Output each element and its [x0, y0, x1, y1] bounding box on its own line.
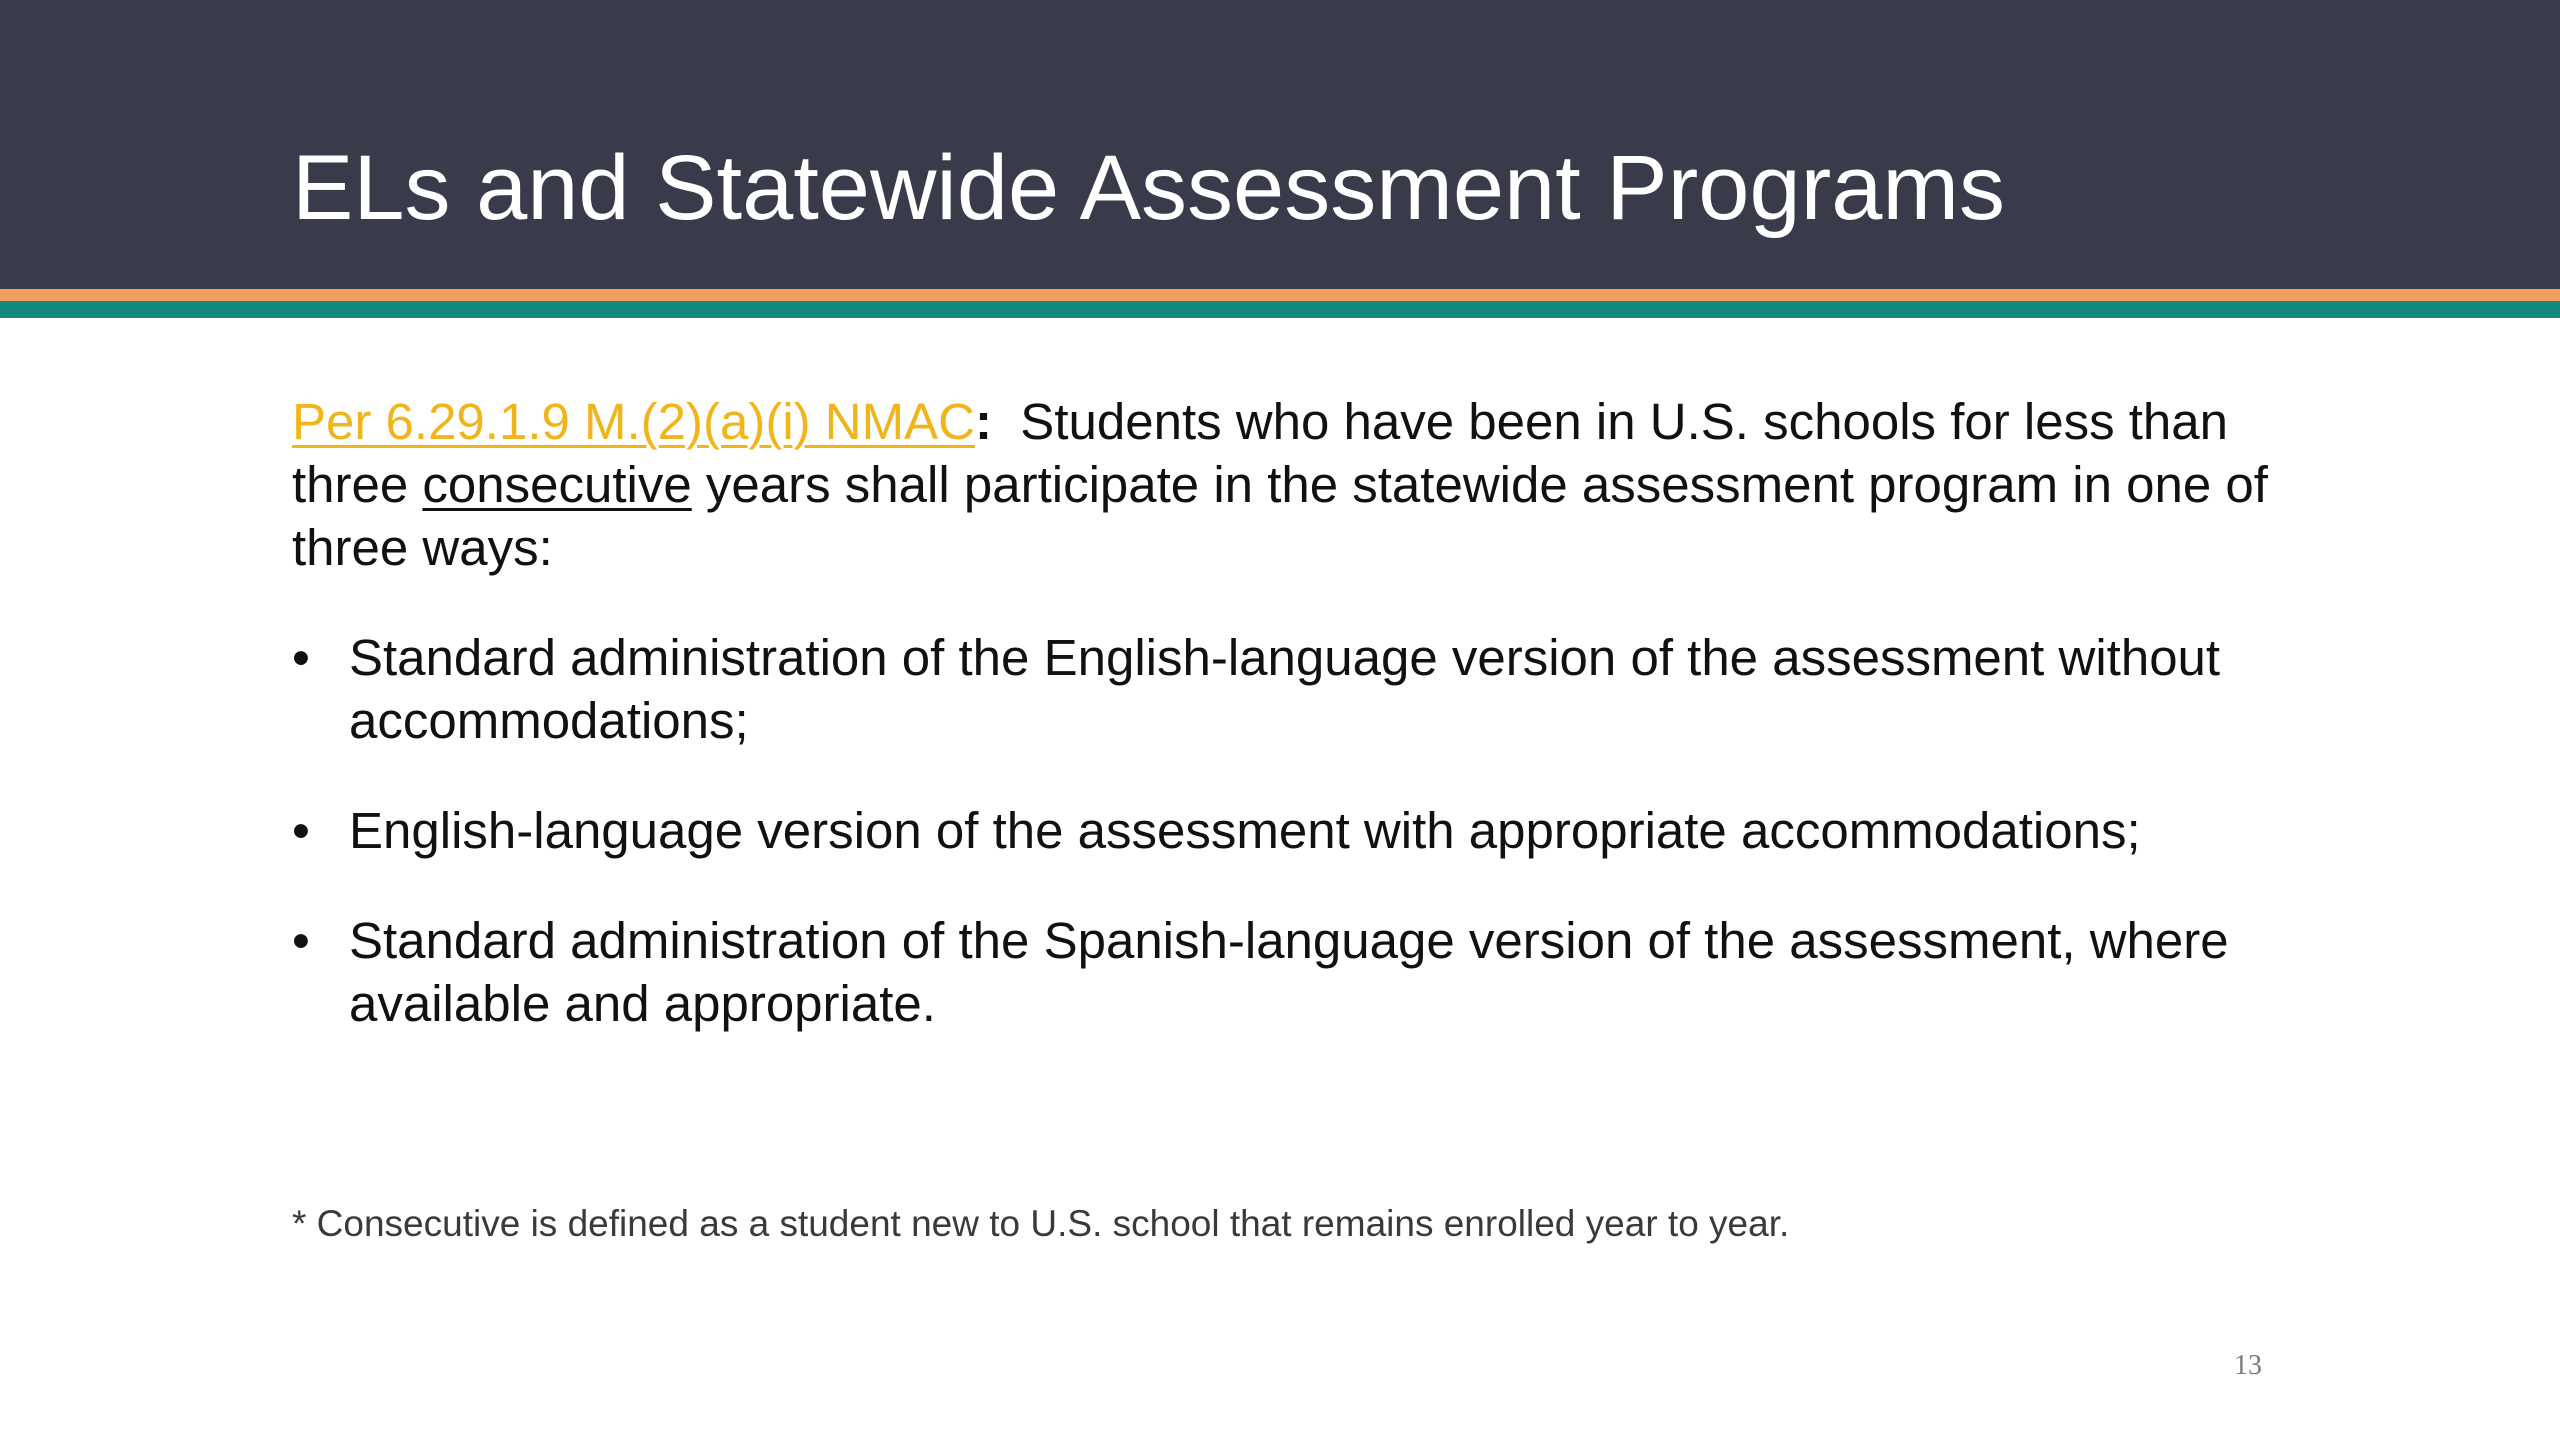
citation-colon: : [974, 393, 992, 450]
consecutive-underlined-word: consecutive [422, 456, 692, 513]
title-bar [0, 0, 2560, 289]
list-item [292, 909, 2322, 1035]
intro-text-start: Students who have been in U.S. schools for less than three [292, 393, 2243, 513]
header-accent-stripe-orange [0, 289, 2560, 301]
footnote: * Consecutive is defined as a student new to U.S. school that remains enrolled year to year. [292, 1203, 1790, 1244]
intro-text-end: years shall participate in the statewide assessment program in one of three ways: [292, 456, 2268, 576]
bullet-icon: • [292, 912, 310, 969]
bullet-icon: • [292, 802, 310, 859]
bullet-icon: • [292, 629, 310, 686]
list-item [292, 626, 2322, 752]
nmac-citation-link[interactable]: Per 6.29.1.9 M.(2)(a)(i) NMAC [292, 393, 975, 450]
header-accent-stripe-teal [0, 301, 2560, 318]
list-item-text: English-language version of the assessment with appropriate accommodations; [349, 802, 2141, 859]
assessment-options-list [292, 626, 2322, 1035]
list-item-text: Standard administration of the English-language version of the assessment without accommodations; [349, 629, 2221, 749]
intro-paragraph [292, 390, 2322, 579]
list-item [292, 799, 2322, 862]
list-item-text: Standard administration of the Spanish-language version of the assessment, where available and appropriate. [349, 912, 2229, 1032]
slide-title: ELs and Statewide Assessment Programs [292, 137, 2006, 239]
page-number: 13 [2234, 1350, 2262, 1381]
slide-body [292, 390, 2322, 1082]
